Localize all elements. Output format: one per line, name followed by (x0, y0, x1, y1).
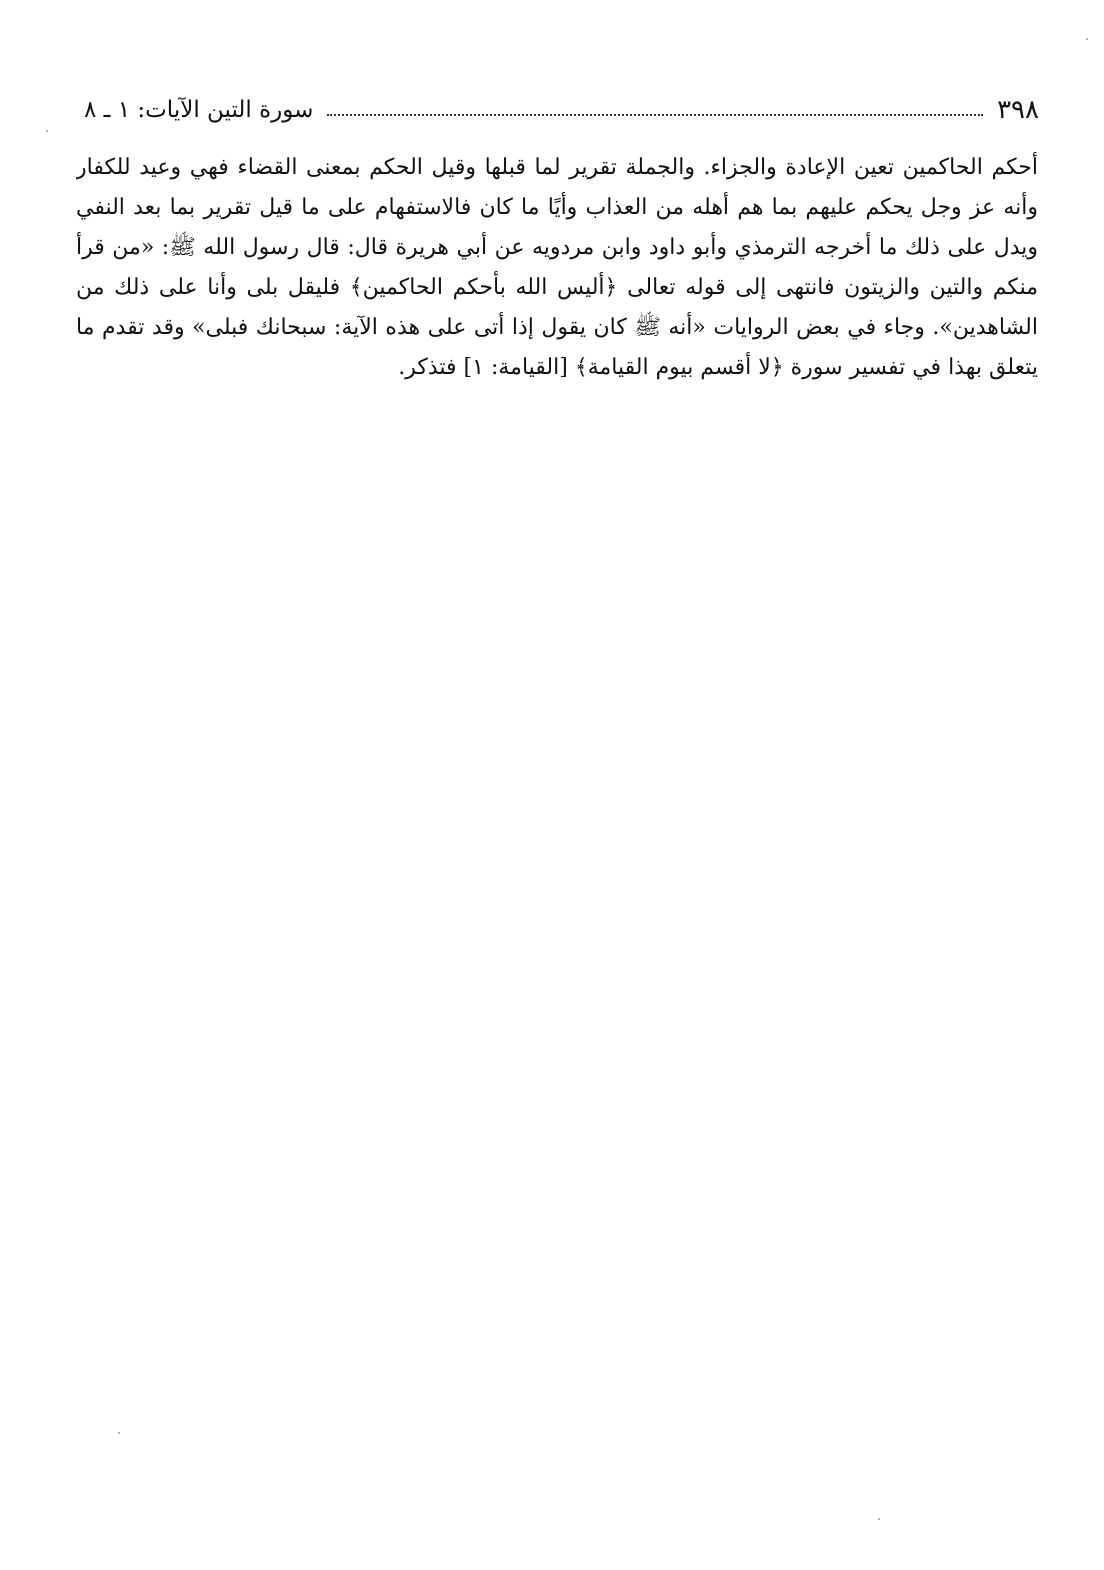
scan-speck (118, 1432, 120, 1434)
running-title: سورة التين الآيات: ١ ـ ٨ (84, 97, 314, 123)
text-line: وأنه عز وجل يحكم عليهم بما هم أهله من العذاب وأيًا ما كان فالاستفهام على ما قيل تقرير بما بعد النفي (76, 195, 1038, 220)
page-number: ٣٩٨ (997, 95, 1039, 125)
scan-speck (1086, 38, 1088, 40)
page-header (84, 90, 1039, 130)
dotted-leader (327, 114, 983, 116)
text-line: ويدل على ذلك ما أخرجه الترمذي وأبو داود وابن مردويه عن أبي هريرة قال: قال رسول الله ﷺ: «من قرأ (76, 235, 1038, 260)
text-line: يتعلق بهذا في تفسير سورة ﴿لا أقسم بيوم القيامة﴾ [القيامة: ١] فتذكر. (398, 355, 1038, 380)
scan-speck (46, 130, 48, 132)
body-paragraph (76, 148, 1038, 388)
text-line: الشاهدين». وجاء في بعض الروايات «أنه ﷺ كان يقول إذا أتى على هذه الآية: سبحانك فبلى» وقد تقدم ما (76, 315, 1038, 340)
scan-speck (878, 1518, 880, 1520)
text-line: أحكم الحاكمين تعين الإعادة والجزاء. والجملة تقرير لما قبلها وقيل الحكم بمعنى القضاء فهي وعيد للكفار (76, 155, 1038, 180)
text-line: منكم والتين والزيتون فانتهى إلى قوله تعالى ﴿أليس الله بأحكم الحاكمين﴾ فليقل بلى وأنا على ذلك من (76, 275, 1038, 300)
